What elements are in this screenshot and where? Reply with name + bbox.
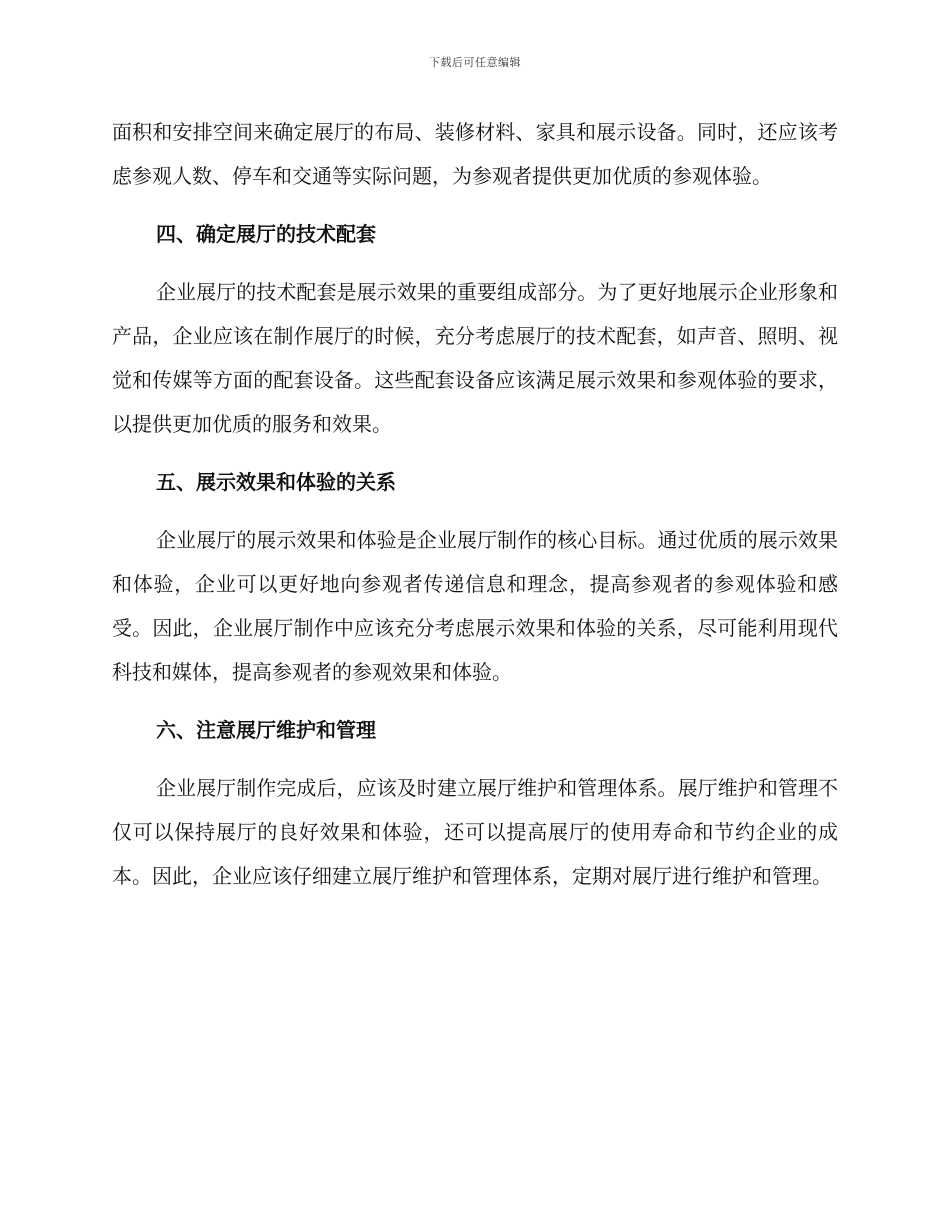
document-body <box>112 110 838 898</box>
paragraph-section-6: 企业展厅制作完成后，应该及时建立展厅维护和管理体系。展厅维护和管理不仅可以保持展厅的良好效果和体验，还可以提高展厅的使用寿命和节约企业的成本。因此，企业应该仔细建立展厅维护和管理体系，定期对展厅进行维护和管理。 <box>112 776 838 888</box>
paragraph-section-5: 企业展厅的展示效果和体验是企业展厅制作的核心目标。通过优质的展示效果和体验，企业可以更好地向参观者传递信息和理念，提高参观者的参观体验和感受。因此，企业展厅制作中应该充分考虑展示效果和体验的关系，尽可能利用现代科技和媒体，提高参观者的参观效果和体验。 <box>112 528 838 684</box>
section-heading-4: 四、确定展厅的技术配套 <box>156 222 376 246</box>
paragraph-continued: 面积和安排空间来确定展厅的布局、装修材料、家具和展示设备。同时，还应该考虑参观人数、停车和交通等实际问题，为参观者提供更加优质的参观体验。 <box>112 120 838 188</box>
section-heading-6: 六、注意展厅维护和管理 <box>156 718 376 742</box>
section-heading-5: 五、展示效果和体验的关系 <box>156 470 396 494</box>
page-header: 下载后可任意编辑 <box>429 56 521 69</box>
paragraph-section-4: 企业展厅的技术配套是展示效果的重要组成部分。为了更好地展示企业形象和产品，企业应该在制作展厅的时候，充分考虑展厅的技术配套，如声音、照明、视觉和传媒等方面的配套设备。这些配套设备应该满足展示效果和参观体验的要求，以提供更加优质的服务和效果。 <box>112 280 838 436</box>
